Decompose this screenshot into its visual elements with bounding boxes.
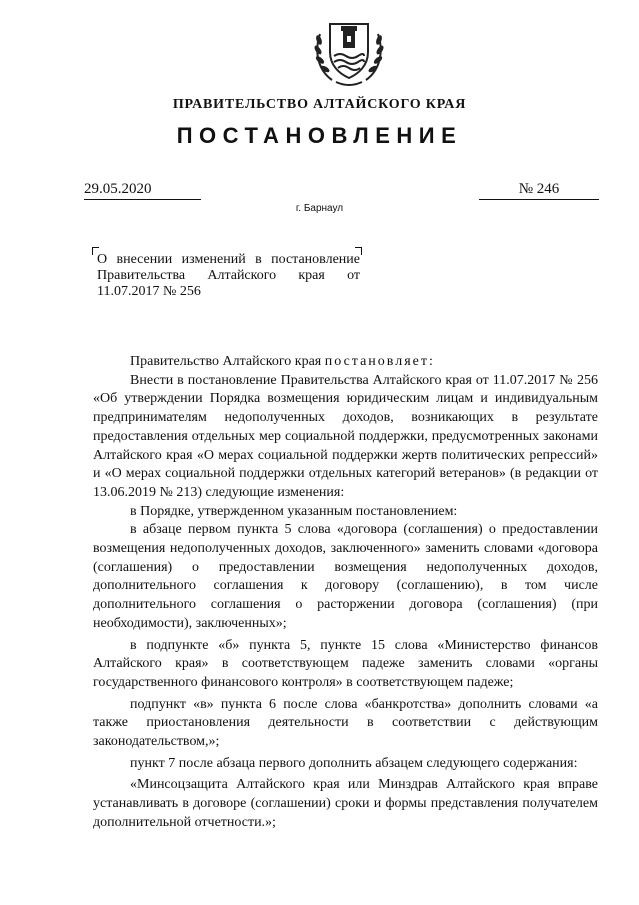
body-paragraph: в подпункте «б» пункта 5, пункте 15 слова «Министерство финансов Алтайского края» в соответствующем падеже заменить словами «органы государственного финансового контроля» в соответствующем падеже; [93, 637, 598, 690]
intro-prefix: Правительство Алтайского края [130, 354, 322, 369]
body-paragraph: Внести в постановление Правительства Алтайского края от 11.07.2017 № 256 «Об утверждении Порядка возмещения юридическим лицам и индивидуальным предпринимателям недополученных доходов, возникающих в результате предоставления отдельных мер социальной поддержки, предусмотренных законами Алтайского края «О мерах социальной поддержки жертв политических репрессий» и «О мерах социальной поддержки отдельных категорий ветеранов» (в редакции от 13.06.2019 № 213) следующие изменения: [93, 372, 598, 500]
document-city: г. Барнаул [295, 203, 344, 214]
body-paragraph: в абзаце первом пункта 5 слова «договора (соглашения) о предоставлении возмещения недополученных доходов, заключенного» заменить словами «договора (соглашения) о предоставлении возмещения недополученных доходов, дополнительного соглашения к договору (соглашению), в том числе дополнительного соглашения о расторжении договора (соглашения) (при необходимости), заключенных»; [93, 522, 598, 631]
body-paragraph: «Минсоцзащита Алтайского края или Минздрав Алтайского края вправе устанавливать в договоре (соглашении) сроки и формы представления получателем дополнительной отчетности.»; [93, 777, 598, 830]
body-paragraph: подпункт «в» пункта 6 после слова «банкротства» дополнить словами «а также приостановления деятельности в соответствии с действующим законодательством,»; [93, 696, 598, 750]
document-subject: О внесении изменений в постановление Правительства Алтайского края от 11.07.2017 № 256 [97, 252, 360, 299]
document-date: 29.05.2020 [84, 181, 201, 200]
body-paragraph: пункт 7 после абзаца первого дополнить абзацем следующего содержания: [130, 755, 578, 771]
organization-title: ПРАВИТЕЛЬСТВО АЛТАЙСКОГО КРАЯ [172, 97, 467, 112]
body-paragraph: в Порядке, утвержденном указанным постановлением: [130, 503, 458, 519]
document-type: ПОСТАНОВЛЕНИЕ [176, 123, 463, 148]
document-body [93, 353, 598, 833]
document-number: № 246 [479, 181, 599, 200]
intro-verb: постановляет: [324, 354, 435, 369]
coat-of-arms-icon [312, 14, 386, 88]
intro-paragraph [93, 353, 598, 372]
